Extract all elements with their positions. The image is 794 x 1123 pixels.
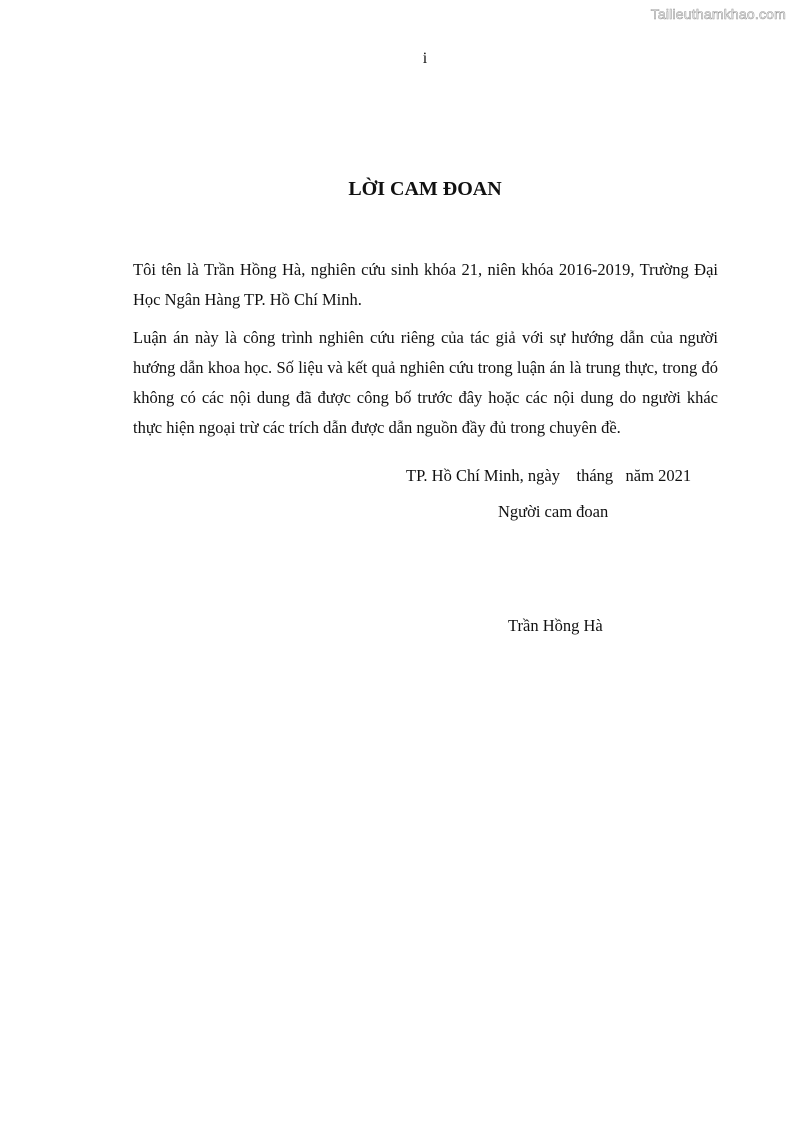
signature-place-date: TP. Hồ Chí Minh, ngày tháng năm 2021 (406, 466, 692, 485)
paragraph-declaration: Luận án này là công trình nghiên cứu riêng của tác giả với sự hướng dẫn của người hướng dẫn khoa học. Số liệu và kết quả nghiên cứu trong luận án là trung thực, trong đó không có các nội dung đã được công bố trước đây hoặc các nội dung do người khác thực hiện ngoại trừ các trích dẫn được dẫn nguồn đầy đủ trong chuyên đề. (133, 328, 718, 437)
paragraph-intro: Tôi tên là Trần Hồng Hà, nghiên cứu sinh khóa 21, niên khóa 2016-2019, Trường Đại Học Ngân Hàng TP. Hồ Chí Minh. (133, 260, 718, 309)
signature-name: Trần Hồng Hà (508, 616, 603, 635)
page-number: i (422, 50, 428, 67)
signature-role: Người cam đoan (498, 502, 609, 521)
document-title: LỜI CAM ĐOAN (348, 178, 502, 200)
watermark-text: Tailieuthamkhao.com (650, 6, 786, 22)
